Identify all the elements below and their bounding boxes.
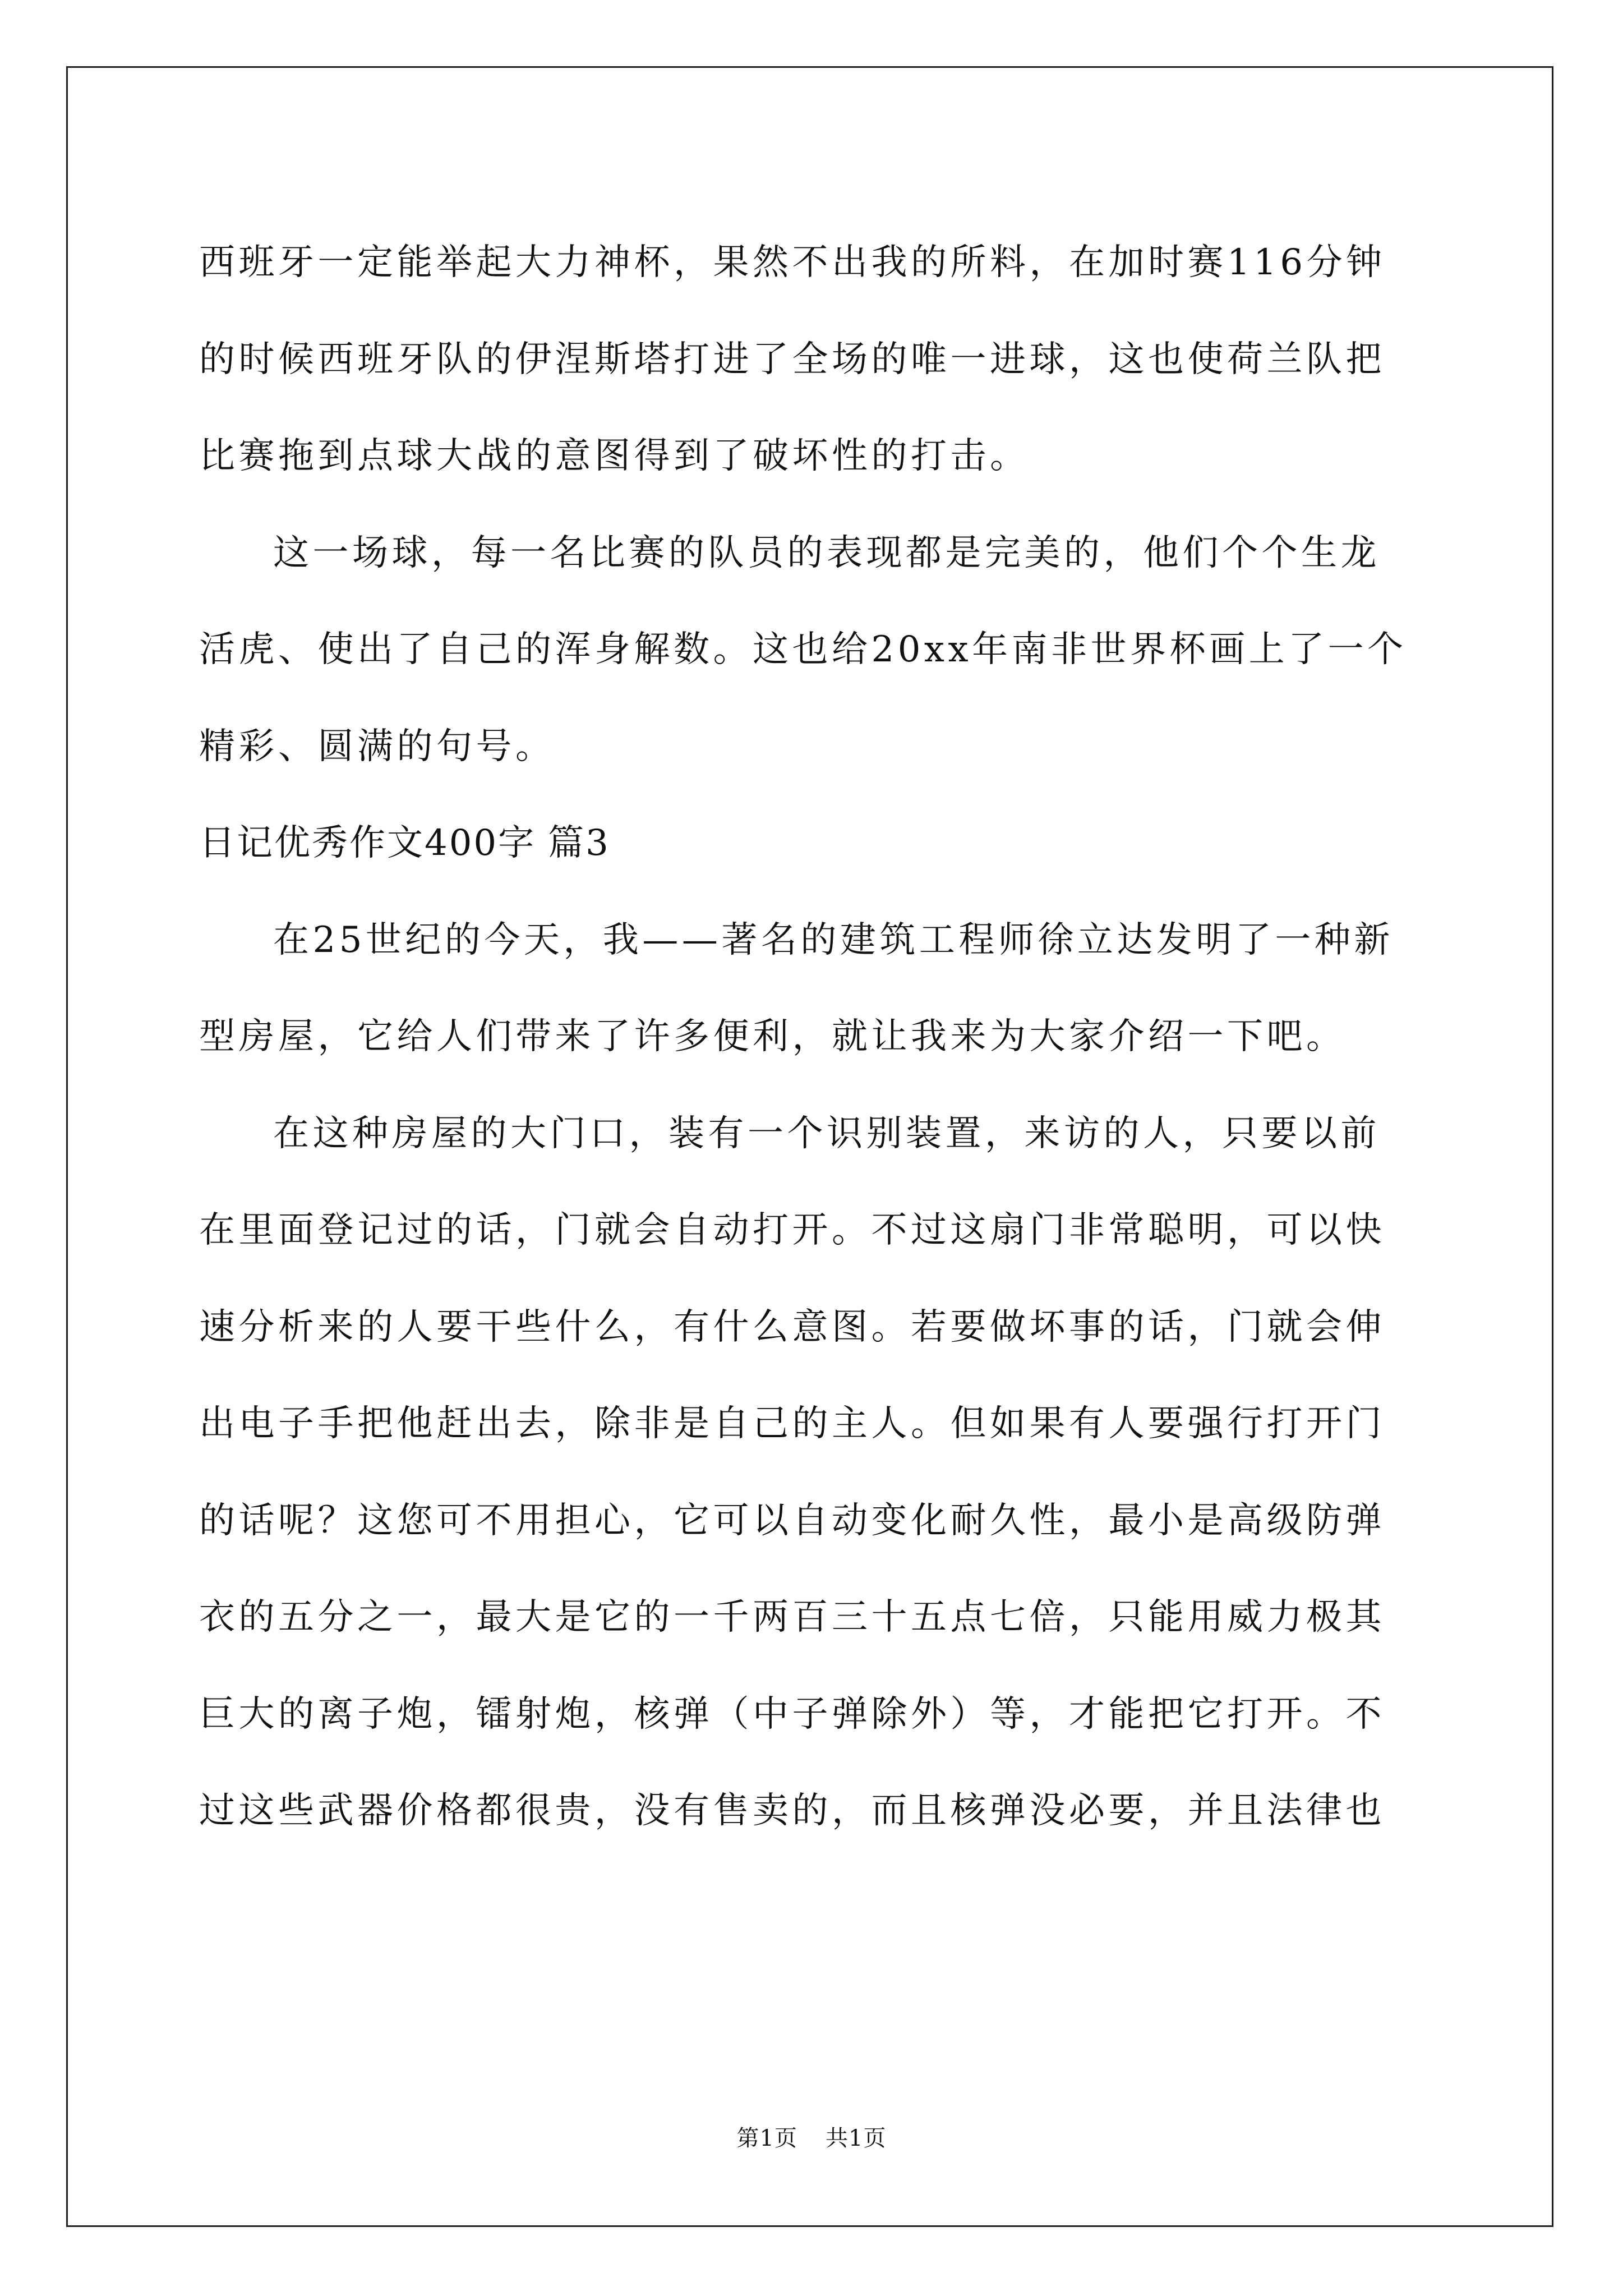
section-heading <box>199 795 1424 892</box>
paragraph-2 <box>199 505 1424 795</box>
heading-title: 日记优秀作文400字 <box>199 822 536 864</box>
text-line: 的话呢？这您可不用担心，它可以自动变化耐久性，最小是高级防弹 <box>199 1499 1385 1542</box>
text-line: 出电子手把他赶出去，除非是自己的主人。但如果有人要强行打开门 <box>199 1403 1385 1444</box>
paragraph-3 <box>199 892 1424 1085</box>
text-line: 在这种房屋的大门口，装有一个识别装置，来访的人，只要以前 <box>273 1112 1380 1154</box>
text-line: 这一场球，每一名比赛的队员的表现都是完美的，他们个个生龙 <box>273 532 1380 574</box>
text-line: 巨大的离子炮，镭射炮，核弹（中子弹除外）等，才能把它打开。不 <box>199 1693 1385 1735</box>
page-number-current: 第1页 <box>736 2125 797 2151</box>
text-line: 速分析来的人要干些什么，有什么意图。若要做坏事的话，门就会伸 <box>199 1306 1385 1348</box>
text-line: 过这些武器价格都很贵，没有售卖的，而且核弹没必要，并且法律也 <box>199 1790 1385 1832</box>
text-line: 精彩、圆满的句号。 <box>199 725 555 767</box>
paragraph-4 <box>199 1085 1424 1860</box>
text-line: 西班牙一定能举起大力神杯，果然不出我的所料，在加时赛116分钟 <box>199 242 1386 283</box>
heading-part-number: 篇3 <box>548 822 610 864</box>
page-footer <box>0 2120 1623 2152</box>
page-number-total: 共1页 <box>826 2125 887 2151</box>
text-line: 比赛拖到点球大战的意图得到了破坏性的打击。 <box>199 435 1030 477</box>
text-line: 型房屋，它给人们带来了许多便利，就让我来为大家介绍一下吧。 <box>199 1016 1346 1057</box>
paragraph-1 <box>199 214 1424 505</box>
text-line: 的时候西班牙队的伊涅斯塔打进了全场的唯一进球，这也使荷兰队把 <box>199 338 1385 380</box>
text-line: 在25世纪的今天，我——著名的建筑工程师徐立达发明了一种新 <box>273 919 1394 961</box>
text-line: 活虎、使出了自己的浑身解数。这也给20xx年南非世界杯画上了一个 <box>199 629 1407 670</box>
document-body <box>199 214 1424 1860</box>
text-line: 在里面登记过的话，门就会自动打开。不过这扇门非常聪明，可以快 <box>199 1209 1385 1251</box>
text-line: 衣的五分之一，最大是它的一千两百三十五点七倍，只能用威力极其 <box>199 1596 1385 1638</box>
